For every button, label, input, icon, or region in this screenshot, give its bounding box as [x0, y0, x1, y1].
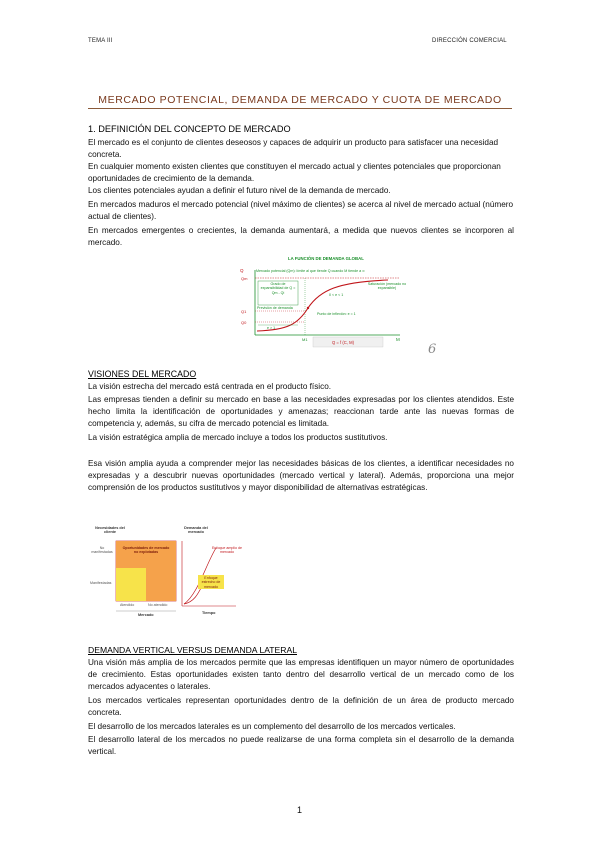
demand-title: Demanda del mercado	[184, 526, 208, 535]
section2-paragraph-1: La visión estrecha del mercado está centrada en el producto físico.	[88, 382, 332, 391]
title-underline	[88, 108, 512, 109]
section3-paragraph-3: El desarrollo de los mercados laterales es un complemento del desarrollo de los mercados verticales.	[88, 722, 456, 731]
y-tick-qm: Qm	[241, 276, 248, 281]
demand-function-diagram	[228, 252, 438, 356]
expansibility-label: Grado de expansibilidad de Q = Qm - Qi	[260, 282, 296, 295]
section2-paragraph-4: Esa visión amplia ayuda a comprender mejor las necesidades básicas de los clientes, a identificar necesidades no expresadas y a descubrir nuevas oportunidades (mercado vertical y lateral). Además, proporciona una mejor comprensión de los productos sustitutivos y mayor disponibilidad de alternativas estratégicas.	[88, 459, 514, 492]
x-axis-letter: M	[396, 337, 400, 342]
row-manifested: Manifestadas	[90, 581, 112, 585]
section3-heading: DEMANDA VERTICAL VERSUS DEMANDA LATERAL	[88, 645, 298, 655]
forecast-label: Previsión de demanda	[257, 306, 293, 310]
figure1-title: LA FUNCIÓN DE DEMANDA GLOBAL	[288, 256, 364, 261]
saturation-label: Saturación (mercado no expansible)	[367, 282, 407, 291]
section3-paragraph-2: Los mercados verticales representan oportunidades dentro de la definición de un área de producto mercado concreta.	[88, 696, 514, 717]
section1-paragraph-3: Los clientes potenciales ayudan a definir el futuro nivel de la demanda de mercado.	[88, 186, 391, 195]
y-tick-q0: Q0	[241, 320, 247, 325]
y-axis-letter: Q	[240, 268, 244, 273]
section1-paragraph-5: En mercados emergentes o crecientes, la demanda aumentará, a medida que nuevos clientes se incorporen al mercado.	[88, 226, 514, 247]
time-label: Tiempo	[202, 611, 216, 615]
publisher-logo: 6	[428, 342, 437, 356]
market-vision-diagram	[88, 524, 258, 621]
elastic-label: e > 1	[267, 326, 276, 330]
not-attended-quadrant	[146, 568, 176, 601]
section1-paragraph-2: En cualquier momento existen clientes que constituyen el mercado actual y clientes potenciales que proporcionan oportunidades de crecimiento de la demanda.	[88, 162, 501, 183]
section1-paragraph-1: El mercado es el conjunto de clientes deseosos y capaces de adquirir un producto para satisfacer una necesidad concreta.	[88, 138, 499, 159]
column-attended: Atendido	[120, 603, 135, 607]
section3-paragraph-4: El desarrollo lateral de los mercados no puede realizarse de una forma completa sin el desarrollo de la demanda vertical.	[88, 735, 514, 756]
header-right: DIRECCIÓN COMERCIAL	[432, 38, 507, 44]
narrow-focus-label: Enfoque estrecho de mercado	[201, 576, 221, 589]
inflection-point	[307, 307, 309, 309]
attended-quadrant	[116, 568, 146, 601]
broad-focus-label: Enfoque amplio de mercado	[212, 546, 242, 555]
needs-title: Necesidades del cliente	[95, 526, 125, 535]
x-tick-m1: M1	[302, 337, 308, 342]
market-label: Mercado	[138, 613, 154, 617]
y-tick-q1: Q1	[241, 309, 247, 314]
page-title: MERCADO POTENCIAL, DEMANDA DE MERCADO Y CUOTA DE MERCADO	[98, 94, 502, 106]
section3-paragraph-1: Una visión más amplia de los mercados permite que las empresas identifiquen un mayor número de oportunidades de crecimiento. Estas oportunidades existen tanto dentro del desarrollo vertical de un mercado como de los mercados adyacentes o laterales.	[88, 658, 514, 691]
market-vision-figure	[88, 524, 258, 621]
section2-paragraph-2: Las empresas tienden a definir su mercado en base a las necesidades expresadas por los clientes atendidos. Este hecho limita la identificación de oportunidades y amenazas; reaccionan tarde ante las nuevas formas de competencia y, además, su cifra de mercado potencial es limitada.	[88, 395, 514, 428]
inflection-label: Punto de inflexión: e = 1	[317, 312, 356, 316]
section2-paragraph-3: La visión estratégica amplia de mercado incluye a todos los productos sustitutivos.	[88, 433, 388, 442]
demand-function-figure	[228, 252, 438, 356]
function-label: Q = f (C, M)	[332, 340, 354, 345]
section1-heading: 1. DEFINICIÓN DEL CONCEPTO DE MERCADO	[88, 124, 291, 134]
page-number: 1	[296, 805, 302, 815]
header-left: TEMA III	[88, 38, 113, 44]
section1-paragraph-4: En mercados maduros el mercado potencial (nivel máximo de clientes) se acerca al nivel de mercado actual (número actual de clientes).	[88, 200, 514, 221]
column-not-attended: No atendido	[148, 603, 168, 607]
row-not-manifested: No manifestadas	[91, 546, 113, 555]
potential-market-label: Mercado potencial (Qm): límite al que tiende Q cuando M tiende a ∞	[256, 269, 365, 273]
range-label: 0 < e < 1	[329, 293, 344, 297]
section2-heading: VISIONES DEL MERCADO	[88, 369, 197, 379]
opportunities-label: Oportunidades de mercado no explotadas	[122, 546, 170, 555]
